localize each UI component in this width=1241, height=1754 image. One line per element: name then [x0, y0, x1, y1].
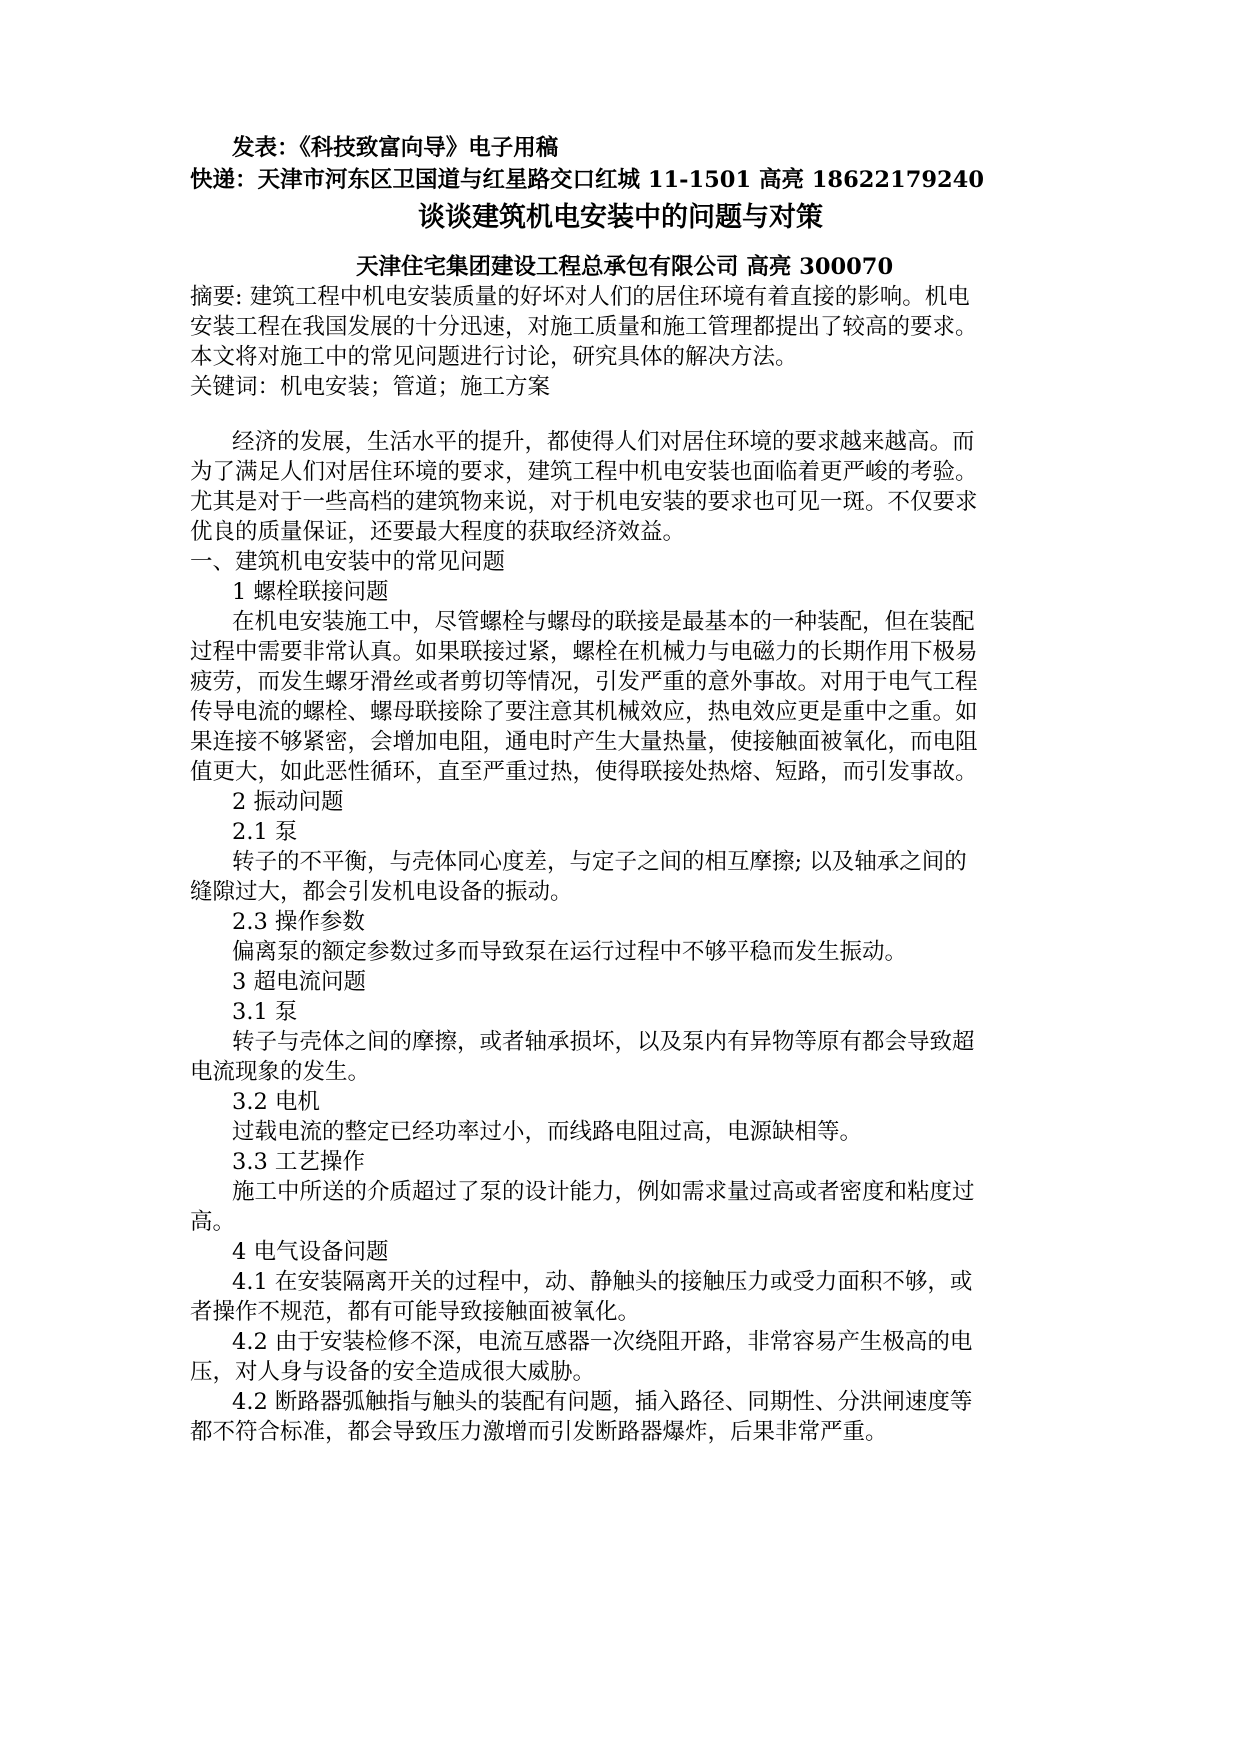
- subsection-heading: 2.1 泵: [232, 819, 298, 845]
- courier-line: 快递：天津市河东区卫国道与红星路交口红城 11-1501 高亮 18622179240: [190, 167, 984, 193]
- body-line: 偏离泵的额定参数过多而导致泵在运行过程中不够平稳而发生振动。: [232, 939, 908, 965]
- body-line: 在机电安装施工中，尽管螺栓与螺母的联接是最基本的一种装配，但在装配: [232, 609, 975, 635]
- body-line: 缝隙过大，都会引发机电设备的振动。: [190, 879, 573, 905]
- body-line: 值更大，如此恶性循环，直至严重过热，使得联接处热熔、短路，而引发事故。: [190, 759, 978, 785]
- body-line: 果连接不够紧密，会增加电阻，通电时产生大量热量，使接触面被氧化，而电阻: [190, 729, 978, 755]
- body-line: 转子与壳体之间的摩擦，或者轴承损坏，以及泵内有异物等原有都会导致超: [232, 1029, 975, 1055]
- body-line: 4.2 断路器弧触指与触头的装配有问题，插入路径、同期性、分洪闸速度等: [232, 1389, 973, 1415]
- subsection-heading: 2.3 操作参数: [232, 909, 365, 935]
- section-heading: 一、建筑机电安装中的常见问题: [190, 549, 506, 575]
- body-line: 过载电流的整定已经功率过小，而线路电阻过高，电源缺相等。: [232, 1119, 863, 1145]
- body-line: 压，对人身与设备的安全造成很大威胁。: [190, 1359, 596, 1385]
- body-line: 4.1 在安装隔离开关的过程中，动、静触头的接触压力或受力面积不够，或: [232, 1269, 973, 1295]
- publish-line: 发表：《科技致富向导》电子用稿: [232, 135, 559, 161]
- body-line: 为了满足人们对居住环境的要求，建筑工程中机电安装也面临着更严峻的考验。: [190, 459, 978, 485]
- body-line: 经济的发展，生活水平的提升，都使得人们对居住环境的要求越来越高。而: [232, 429, 975, 455]
- body-line: 高。: [190, 1209, 236, 1235]
- subsection-heading: 3.3 工艺操作: [232, 1149, 365, 1175]
- subsection-heading: 2 振动问题: [232, 789, 344, 815]
- body-line: 4.2 由于安装检修不深，电流互感器一次绕阻开路，非常容易产生极高的电: [232, 1329, 973, 1355]
- body-line: 都不符合标准，都会导致压力激增而引发断路器爆炸，后果非常严重。: [190, 1419, 888, 1445]
- subsection-heading: 3 超电流问题: [232, 969, 366, 995]
- body-line: 优良的质量保证，还要最大程度的获取经济效益。: [190, 519, 686, 545]
- body-line: 电流现象的发生。: [190, 1059, 371, 1085]
- article-title: 谈谈建筑机电安装中的问题与对策: [418, 202, 823, 233]
- subsection-heading: 3.2 电机: [232, 1089, 320, 1115]
- keywords-line: 关键词：机电安装；管道；施工方案: [190, 374, 551, 400]
- subsection-heading: 4 电气设备问题: [232, 1239, 389, 1265]
- body-line: 施工中所送的介质超过了泵的设计能力，例如需求量过高或者密度和粘度过: [232, 1179, 975, 1205]
- abstract-line: 安装工程在我国发展的十分迅速，对施工质量和施工管理都提出了较高的要求。: [190, 314, 978, 340]
- body-line: 转子的不平衡，与壳体同心度差，与定子之间的相互摩擦; 以及轴承之间的: [232, 849, 967, 875]
- abstract-line: 本文将对施工中的常见问题进行讨论，研究具体的解决方法。: [190, 344, 798, 370]
- body-line: 过程中需要非常认真。如果联接过紧，螺栓在机械力与电磁力的长期作用下极易: [190, 639, 978, 665]
- body-line: 者操作不规范，都有可能导致接触面被氧化。: [190, 1299, 641, 1325]
- subsection-heading: 1 螺栓联接问题: [232, 579, 389, 605]
- body-line: 疲劳，而发生螺牙滑丝或者剪切等情况，引发严重的意外事故。对用于电气工程: [190, 669, 978, 695]
- abstract-line: 摘要: 建筑工程中机电安装质量的好坏对人们的居住环境有着直接的影响。机电: [190, 284, 970, 310]
- article-affiliation: 天津住宅集团建设工程总承包有限公司 高亮 300070: [356, 254, 894, 280]
- body-line: 传导电流的螺栓、螺母联接除了要注意其机械效应，热电效应更是重中之重。如: [190, 699, 978, 725]
- body-line: 尤其是对于一些高档的建筑物来说，对于机电安装的要求也可见一斑。不仅要求: [190, 489, 978, 515]
- subsection-heading: 3.1 泵: [232, 999, 298, 1025]
